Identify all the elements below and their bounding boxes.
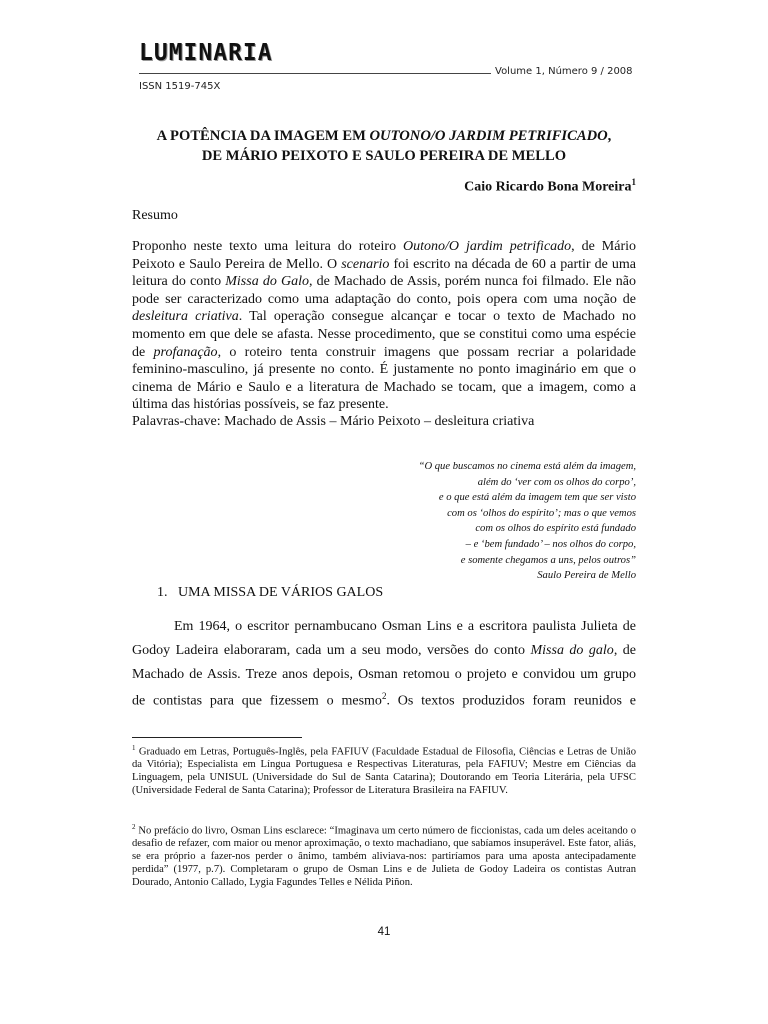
body-line — [132, 691, 636, 710]
abstract-text: , de Machado de Assis, porém nunca foi filmado. Ele não pode ser caracterizado como uma adaptação do conto, pois opera com uma noção de — [132, 274, 636, 307]
author — [464, 177, 636, 196]
epigraph-line: além do ‘ver com os olhos do corpo’, — [477, 476, 636, 488]
abstract-italic: desleitura criativa — [132, 309, 239, 325]
abstract-heading: Resumo — [132, 208, 178, 223]
author-name: Caio Ricardo Bona Moreira — [464, 179, 632, 195]
footnote-mark: 2 — [132, 823, 136, 831]
title-comma: , — [607, 128, 612, 144]
article-title-line-2: DE MÁRIO PEIXOTO E SAULO PEREIRA DE MELLO — [201, 148, 567, 164]
epigraph-line: – e ‘bem fundado’ – nos olhos do corpo, — [465, 538, 636, 550]
abstract-text: , o roteiro tenta construir imagens que possam recriar a polaridade feminino-masculino, já presente no conto. É justamente no ponto imaginário em que o cinema de Mário e Saulo e a literatura de Machado se tocam, que a imagem, como a última das histórias possíveis, se faz presente. — [132, 344, 636, 413]
header-rule — [139, 73, 491, 74]
footnote-text: Graduado em Letras, Português-Inglês, pela FAFIUV (Faculdade Estadual de Filosofia, Ciências e Letras de União da Vitória); Especialista em Língua Portuguesa e Respectivas Literaturas, pela FAFIUV; Mestre em Ciências da Linguagem, pela UNISUL (Universidade do Sul de Santa Catarina); Doutorando em Teoria Literária, pela UFSC (Universidade Federal de Santa Catarina); Professor de Literatura Brasileira na FAFIUV. — [132, 746, 636, 796]
issn: ISSN 1519-745X — [139, 81, 221, 92]
abstract-italic: Missa do Galo — [225, 274, 309, 290]
abstract-text: foi escrito na década de 60 a partir de uma leitura do conto — [132, 256, 636, 290]
footnote-1 — [132, 742, 636, 798]
journal-logo: LUMINARIA — [139, 40, 273, 66]
footnote-ref[interactable]: 2 — [381, 691, 387, 701]
epigraph-line: “O que buscamos no cinema está além da imagem, — [418, 461, 636, 472]
volume-info: Volume 1, Número 9 / 2008 — [495, 66, 633, 77]
keywords: Palavras-chave: Machado de Assis – Mário Peixoto – desleitura criativa — [132, 414, 535, 429]
body-text: de contistas para que fizessem o mesmo — [132, 693, 382, 709]
abstract-text: , de Mário Peixoto e Saulo Pereira de Mello. O — [132, 239, 636, 272]
epigraph-line: com os olhos do espírito está fundado — [475, 523, 636, 535]
body-text: , de — [613, 643, 637, 658]
footnote-mark: 1 — [132, 744, 136, 752]
epigraph-attribution: Saulo Pereira de Mello — [537, 570, 636, 582]
epigraph-line: e o que está além da imagem tem que ser visto — [438, 492, 636, 504]
abstract-italic: scenario — [341, 256, 390, 272]
body-line: Machado de Assis. Treze anos depois, Osman retomou o projeto e convidou um grupo — [132, 667, 636, 682]
abstract-italic: Outono/O jardim petrificado — [403, 239, 572, 254]
epigraph — [316, 459, 636, 584]
epigraph-line: com os ‘olhos do espírito’; mas o que vemos — [447, 507, 636, 519]
abstract-body — [132, 238, 636, 414]
body-text: Godoy Ladeira elaboraram, cada um a seu modo, versões do conto — [132, 643, 531, 658]
body-line: Em 1964, o escritor pernambucano Osman Lins e a escritora paulista Julieta de — [174, 619, 636, 634]
footnote-text: No prefácio do livro, Osman Lins esclarece: “Imaginava um certo número de ficcionistas, cada um deles aceitando o desafio de refazer, com maior ou menor aproximação, o texto machadiano, que sabíamos insuperável. Este fator, aliás, se era próprio a fazer-nos perder o ânimo, também aliviava-nos: partiríamos para uma aposta antecipadamente perdida” (1977, p.7). Completaram o grupo de Osman Lins e de Julieta de Godoy Ladeira os contistas Autran Dourado, Antonio Callado, Lygia Fagundes Telles e Nélida Piñon. — [132, 825, 636, 888]
abstract-italic: profanação — [153, 344, 218, 360]
body-italic: Missa do galo — [530, 643, 614, 658]
body-text: . Os textos produzidos foram reunidos e — [386, 693, 636, 709]
page-number: 41 — [377, 926, 391, 938]
abstract-text: . Tal operação consegue alcançar e tocar o texto de Machado no momento em que dele se afasta. Nesse procedimento, que se constitui como uma espécie de — [132, 309, 636, 360]
footnote-2 — [132, 821, 636, 890]
title-italic: OUTONO/O JARDIM PETRIFICADO — [369, 128, 608, 144]
body-line — [132, 643, 636, 659]
footnote-rule — [132, 737, 302, 738]
article-title-line-1 — [132, 126, 636, 146]
title-text: A POTÊNCIA DA IMAGEM EM — [156, 128, 370, 144]
abstract-text: Proponho neste texto uma leitura do roteiro — [132, 239, 404, 254]
section-heading: 1. UMA MISSA DE VÁRIOS GALOS — [157, 585, 384, 600]
epigraph-line: e somente chegamos a uns, pelos outros” — [460, 554, 636, 566]
author-footnote-ref[interactable]: 1 — [631, 177, 636, 187]
